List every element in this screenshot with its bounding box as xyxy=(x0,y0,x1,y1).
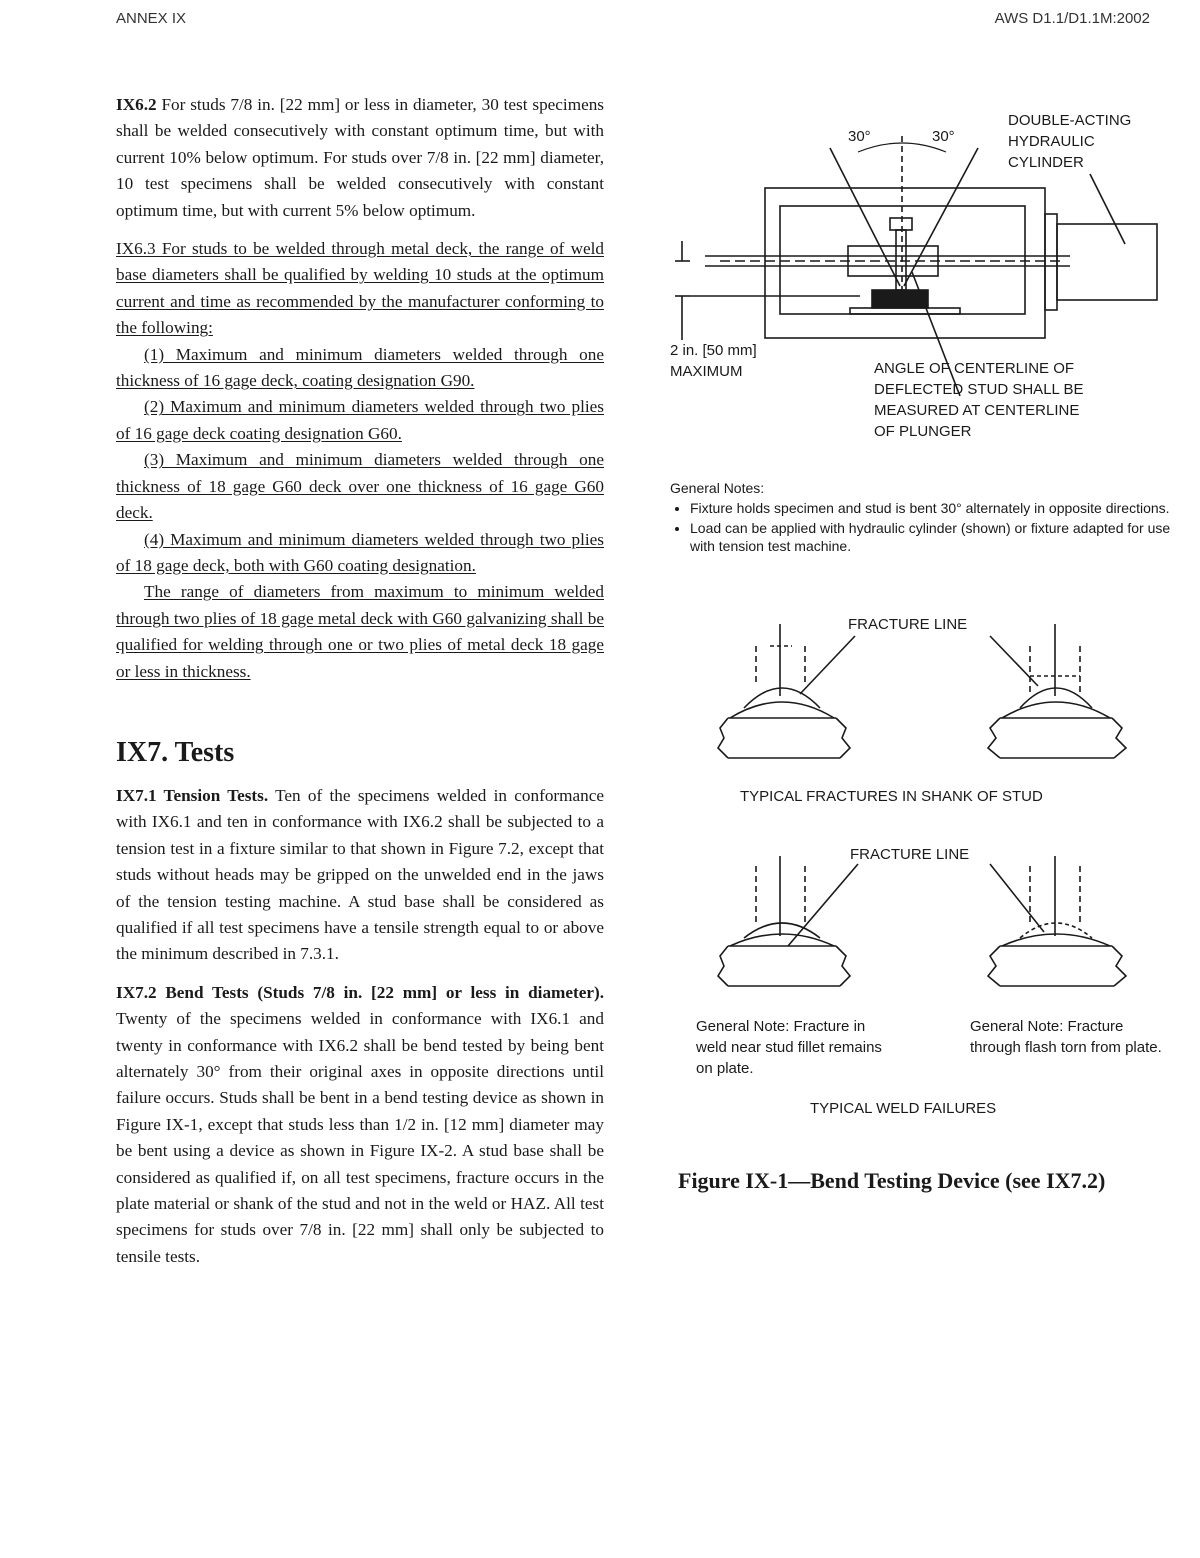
weld-failure-left xyxy=(718,856,858,986)
weld-failures-caption: TYPICAL WELD FAILURES xyxy=(810,1100,997,1117)
fracture-line-label: FRACTURE LINE xyxy=(848,616,968,633)
paragraph-text: Ten of the specimens welded in conformance with IX6.1 and ten in conformance with IX6.2 shall be subjected to a tension test in a fixture similar to that shown in Figure 7.2, except that studs without heads may be gripped on the unwelded end in the jaws of the tension testing machine. A stud base shall be considered as qualified if all test specimens have a tensile strength equal to or above the minimum described in 7.3.1. xyxy=(116,785,604,964)
angle-measurement-note xyxy=(874,358,1084,442)
hydraulic-cylinder xyxy=(1057,224,1157,300)
figure-ix-1 xyxy=(660,96,1190,1216)
label-line: MEASURED AT CENTERLINE xyxy=(874,402,1080,419)
paragraph-ix6-3-closing: The range of diameters from maximum to minimum welded through two plies of 18 gage metal deck with G60 galvanizing shall be qualified for welding through one or two plies of metal deck 18 gage or less in thickness. xyxy=(116,582,604,681)
label-line: DEFLECTED STUD SHALL BE xyxy=(874,381,1084,398)
label-line: MAXIMUM xyxy=(670,363,743,380)
figure-caption: Figure IX-1—Bend Testing Device (see IX7.2) xyxy=(678,1168,1106,1193)
list-item: (1) Maximum and minimum diameters welded through one thickness of 16 gage deck, coating designation G90. xyxy=(116,344,604,391)
running-header-right: AWS D1.1/D1.1M:2002 xyxy=(994,10,1150,27)
running-header-left: ANNEX IX xyxy=(116,10,187,27)
max-dimension-label xyxy=(670,340,757,382)
general-notes-title: General Notes: xyxy=(670,480,765,496)
label-line: DOUBLE-ACTING xyxy=(1008,112,1132,129)
shank-fractures-caption: TYPICAL FRACTURES IN SHANK OF STUD xyxy=(740,788,1043,805)
label-line: 2 in. [50 mm] xyxy=(670,342,757,359)
paragraph-lead: IX7.1 Tension Tests. xyxy=(116,785,269,805)
paragraph-lead: IX6.2 xyxy=(116,95,157,114)
weld-failure-note-right: General Note: Fracture through flash torn from plate. xyxy=(970,1018,1162,1056)
paragraph-text: Twenty of the specimens welded in conformance with IX6.1 and twenty in conformance with IX6.2 shall be bend tested by being bent alternately 30° from their original axes in opposite directions until failure occurs. Studs shall be bent in a bend testing device as shown in Figure IX-1, except that studs less than 1/2 in. [12 mm] diameter may be bent using a device as shown in Figure IX-2. A stud base shall be considered as qualified if, on all test specimens, fracture occurs in the plate material or shank of the stud and not in the weld or HAZ. All test specimens for studs over 7/8 in. [22 mm] shall only be subjected to tensile tests. xyxy=(116,1009,604,1266)
general-notes xyxy=(670,479,1182,557)
label-line: ANGLE OF CENTERLINE OF xyxy=(874,360,1075,377)
general-note: • Fixture holds specimen and stud is bent 30° alternately in opposite directions. xyxy=(690,499,1182,517)
list-item: (2) Maximum and minimum diameters welded through two plies of 16 gage deck coating designation G60. xyxy=(116,397,604,443)
paragraph-ix6-3: IX6.3 For studs to be welded through metal deck, the range of weld base diameters shall be qualified by welding 10 studs at the optimum current and time as recommended by the manufacturer conforming to the following: xyxy=(116,239,604,338)
list-item: (4) Maximum and minimum diameters welded through two plies of 18 gage deck, both with G60 coating designation. xyxy=(116,529,604,575)
fixture-outer-box xyxy=(765,188,1045,338)
section-title: IX7. Tests xyxy=(116,736,235,768)
shank-fracture-left xyxy=(718,624,855,758)
label-line: OF PLUNGER xyxy=(874,423,972,440)
angle-label-right: 30° xyxy=(932,128,955,145)
label-line: CYLINDER xyxy=(1008,154,1084,171)
paragraph-ix6-2 xyxy=(116,92,604,224)
fracture-line-label: FRACTURE LINE xyxy=(850,846,970,863)
list-item: (3) Maximum and minimum diameters welded through one thickness of 18 gage G60 deck over one thickness of 16 gage G60 deck. xyxy=(116,450,604,523)
shank-fracture-right xyxy=(988,624,1126,758)
weld-failure-right xyxy=(988,856,1126,986)
paragraph-ix7-2 xyxy=(116,980,604,1270)
general-note: • Load can be applied with hydraulic cylinder (shown) or fixture adapted for use with tension test machine. xyxy=(690,519,1182,555)
label-line: HYDRAULIC xyxy=(1008,133,1095,150)
paragraph-lead: IX7.2 Bend Tests (Studs 7/8 in. [22 mm] or less in diameter). xyxy=(116,982,604,1002)
weld-failure-note-left: General Note: Fracture in weld near stud fillet remains on plate. xyxy=(696,1018,882,1077)
angle-label-left: 30° xyxy=(848,128,871,145)
paragraph-text: For studs 7/8 in. [22 mm] or less in diameter, 30 test specimens shall be welded consecutively with constant optimum time, but with current 10% below optimum. For studs over 7/8 in. [22 mm] diameter, 10 test specimens shall be welded consecutively with constant optimum time, but with current 5% below optimum. xyxy=(116,95,604,220)
paragraph-ix7-1 xyxy=(116,783,604,968)
left-column xyxy=(116,92,604,1282)
cylinder-label xyxy=(1008,110,1131,173)
